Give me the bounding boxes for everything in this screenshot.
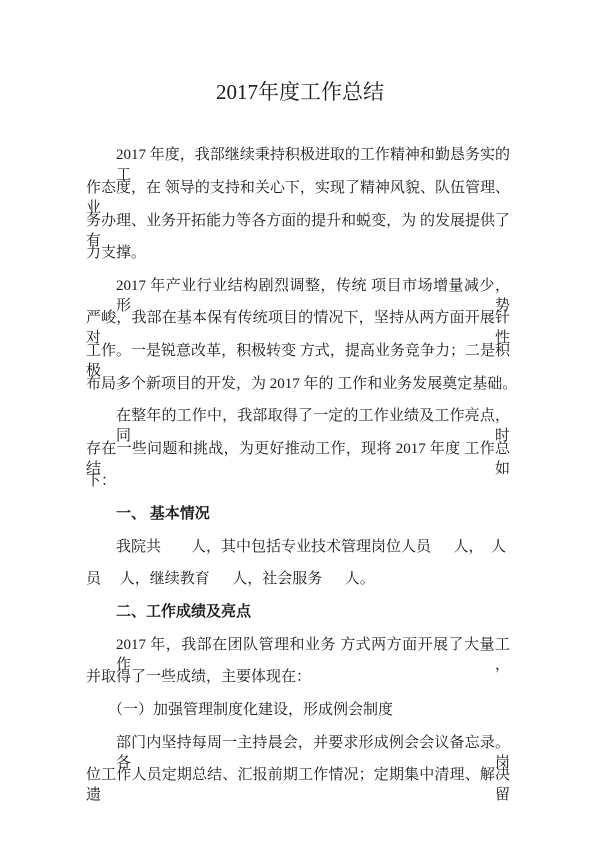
paragraph-line: 存在一些问题和挑战，为更好推动工作，现将 2017 年度 工作总结如 <box>86 441 510 477</box>
paragraph-line: 工作。一是锐意改革，积极转变 方式，提高业务竞争力；二是积极 <box>86 343 510 379</box>
paragraph-line: 务办理、业务开拓能力等各方面的提升和蜕变，为 的发展提供了有 <box>86 213 510 249</box>
paragraph-line: 位工作人员定期总结、汇报前期工作情况；定期集中清理、解决遗留 <box>86 767 510 803</box>
paragraph-line: 2017 年度，我部继续秉持积极进取的工作精神和勤恳务实的工 <box>116 147 510 183</box>
paragraph-line: 下： <box>86 473 117 489</box>
section-heading: 二、工作成绩及亮点 <box>116 604 252 620</box>
subsection-heading: （一）加强管理制度化建设，形成例会制度 <box>108 702 394 718</box>
paragraph-line: 并取得了一些成绩，主要体现在： <box>86 669 312 685</box>
paragraph-line: 严峻，我部在基本保有传统项目的情况下，坚持从两方面开展针对性 <box>86 310 510 346</box>
document-title: 2017年度工作总结 <box>216 80 384 104</box>
paragraph-line: 布局多个新项目的开发，为 2017 年的 工作和业务发展奠定基础。 <box>86 376 518 392</box>
paragraph-line: 作态度，在 领导的支持和关心下，实现了精神风貌、队伍管理、业 <box>86 180 510 216</box>
paragraph-line: 2017 年，我部在团队管理和业务 方式两方面开展了大量工作， <box>116 637 510 673</box>
paragraph-line: 我院共 人，其中包括专业技术管理岗位人员 人， 人 <box>116 539 507 555</box>
paragraph-line: 部门内坚持每周一主持晨会，并要求形成例会会议备忘录。各岗 <box>116 735 510 771</box>
paragraph-line: 员 人，继续教育 人，社会服务 人。 <box>86 571 375 587</box>
paragraph-line: 2017 年产业行业结构剧烈调整，传统 项目市场增量减少，形势 <box>116 278 510 314</box>
section-heading: 一、 基本情况 <box>116 506 210 522</box>
paragraph-line: 力支撑。 <box>86 245 147 261</box>
paragraph-line: 在整年的工作中，我部取得了一定的工作业绩及工作亮点，同时 <box>116 408 510 444</box>
